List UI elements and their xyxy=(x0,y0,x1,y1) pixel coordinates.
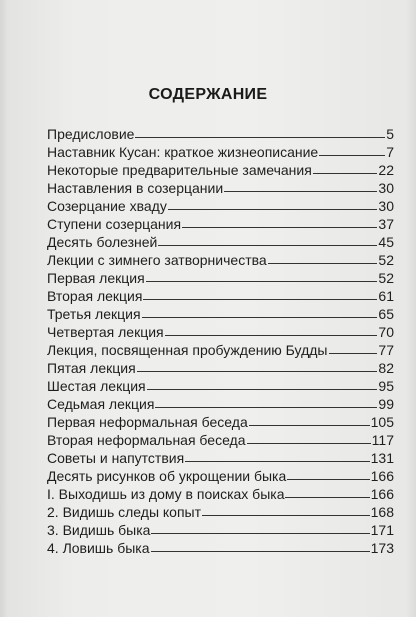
toc-entry-title: Советы и напутствия xyxy=(47,450,185,466)
toc-leader-line xyxy=(247,443,371,444)
toc-leader-line xyxy=(135,137,385,138)
toc-entry-page-number: 30 xyxy=(378,198,394,214)
page-title: СОДЕРЖАНИЕ xyxy=(148,86,268,103)
toc-entry-title: Десять болезней xyxy=(47,234,158,250)
toc-entry xyxy=(47,161,394,179)
toc-leader-line xyxy=(165,335,378,336)
toc-entry-page-number: 61 xyxy=(378,288,394,304)
toc-entry-title: Третья лекция xyxy=(47,306,141,322)
toc-entry-title: Предисловие xyxy=(47,126,135,142)
toc-leader-line xyxy=(151,551,370,552)
toc-entry xyxy=(47,215,394,233)
toc-entry xyxy=(47,197,394,215)
toc-leader-line xyxy=(268,263,378,264)
toc-entry-page-number: 52 xyxy=(378,270,394,286)
toc-leader-line xyxy=(142,317,378,318)
toc-entry-title: 4. Ловишь быка xyxy=(47,540,150,556)
toc-entry-title: Ступени созерцания xyxy=(47,216,182,232)
toc-entry xyxy=(47,179,394,197)
toc-entry xyxy=(47,143,394,161)
toc-entry-page-number: 30 xyxy=(378,180,394,196)
toc-entry-page-number: 166 xyxy=(370,468,394,484)
toc-leader-line xyxy=(319,155,385,156)
toc-entry-title: I. Выходишь из дому в поисках быка xyxy=(47,486,285,502)
toc-entry-page-number: 168 xyxy=(370,504,394,520)
toc-entry-title: Лекция, посвященная пробуждению Будды xyxy=(47,342,328,358)
toc-entry xyxy=(47,377,394,395)
toc-entry-page-number: 70 xyxy=(378,324,394,340)
toc-entry-title: Пятая лекция xyxy=(47,360,136,376)
toc-entry xyxy=(47,503,394,521)
toc-entry xyxy=(47,467,394,485)
toc-entry-title: Лекции с зимнего затворничества xyxy=(47,252,267,268)
toc-entry xyxy=(47,485,394,503)
toc-entry-page-number: 45 xyxy=(378,234,394,250)
toc-entry-page-number: 117 xyxy=(371,432,394,448)
toc-leader-line xyxy=(285,497,369,498)
toc-entry-title: Шестая лекция xyxy=(47,378,146,394)
toc-entry-title: Вторая неформальная беседа xyxy=(47,432,246,448)
toc-leader-line xyxy=(155,407,377,408)
toc-entry-page-number: 7 xyxy=(386,144,394,160)
toc-entry xyxy=(47,251,394,269)
toc-entry-page-number: 99 xyxy=(378,396,394,412)
toc-entry-page-number: 52 xyxy=(378,252,394,268)
toc-leader-line xyxy=(146,281,378,282)
toc-entry xyxy=(47,359,394,377)
toc-entry-title: Первая неформальная беседа xyxy=(47,414,248,430)
toc-leader-line xyxy=(185,461,369,462)
toc-entry xyxy=(47,395,394,413)
toc-entry-page-number: 131 xyxy=(370,450,394,466)
toc-leader-line xyxy=(151,533,369,534)
toc-entry xyxy=(47,341,394,359)
toc-entry-title: Первая лекция xyxy=(47,270,145,286)
table-of-contents xyxy=(47,125,394,557)
toc-entry-title: Наставления в созерцании xyxy=(47,180,224,196)
toc-leader-line xyxy=(137,371,378,372)
toc-entry-title: Четвертая лекция xyxy=(47,324,164,340)
toc-leader-line xyxy=(182,227,377,228)
toc-entry-title: 3. Видишь быка xyxy=(47,522,151,538)
toc-entry-page-number: 95 xyxy=(378,378,394,394)
toc-leader-line xyxy=(143,299,377,300)
toc-leader-line xyxy=(158,245,377,246)
toc-entry xyxy=(47,521,394,539)
toc-entry xyxy=(47,323,394,341)
toc-entry xyxy=(47,269,394,287)
toc-entry-page-number: 166 xyxy=(370,486,394,502)
toc-entry-page-number: 82 xyxy=(378,360,394,376)
toc-entry-title: Некоторые предварительные замечания xyxy=(47,162,312,178)
toc-leader-line xyxy=(147,389,378,390)
toc-leader-line xyxy=(313,173,378,174)
toc-leader-line xyxy=(249,425,370,426)
toc-entry xyxy=(47,413,394,431)
toc-entry xyxy=(47,539,394,557)
toc-entry-title: Наставник Кусан: краткое жизнеописание xyxy=(47,144,319,160)
toc-entry-title: Седьмая лекция xyxy=(47,396,155,412)
toc-entry-page-number: 37 xyxy=(378,216,394,232)
toc-entry xyxy=(47,125,394,143)
toc-entry xyxy=(47,305,394,323)
toc-entry-page-number: 105 xyxy=(370,414,394,430)
toc-entry xyxy=(47,431,394,449)
toc-entry xyxy=(47,449,394,467)
toc-leader-line xyxy=(329,353,378,354)
toc-entry xyxy=(47,287,394,305)
toc-leader-line xyxy=(202,515,370,516)
toc-entry-page-number: 5 xyxy=(386,126,394,142)
toc-entry-page-number: 22 xyxy=(378,162,394,178)
toc-entry-page-number: 173 xyxy=(370,540,394,556)
toc-entry-page-number: 171 xyxy=(370,522,394,538)
toc-entry-page-number: 77 xyxy=(378,342,394,358)
toc-entry-title: Вторая лекция xyxy=(47,288,143,304)
toc-entry xyxy=(47,233,394,251)
toc-entry-title: Десять рисунков об укрощении быка xyxy=(47,468,287,484)
toc-leader-line xyxy=(224,191,377,192)
toc-leader-line xyxy=(168,209,378,210)
toc-entry-title: Созерцание хваду xyxy=(47,198,167,214)
toc-entry-page-number: 65 xyxy=(378,306,394,322)
toc-entry-title: 2. Видишь следы копыт xyxy=(47,504,202,520)
toc-leader-line xyxy=(287,479,369,480)
